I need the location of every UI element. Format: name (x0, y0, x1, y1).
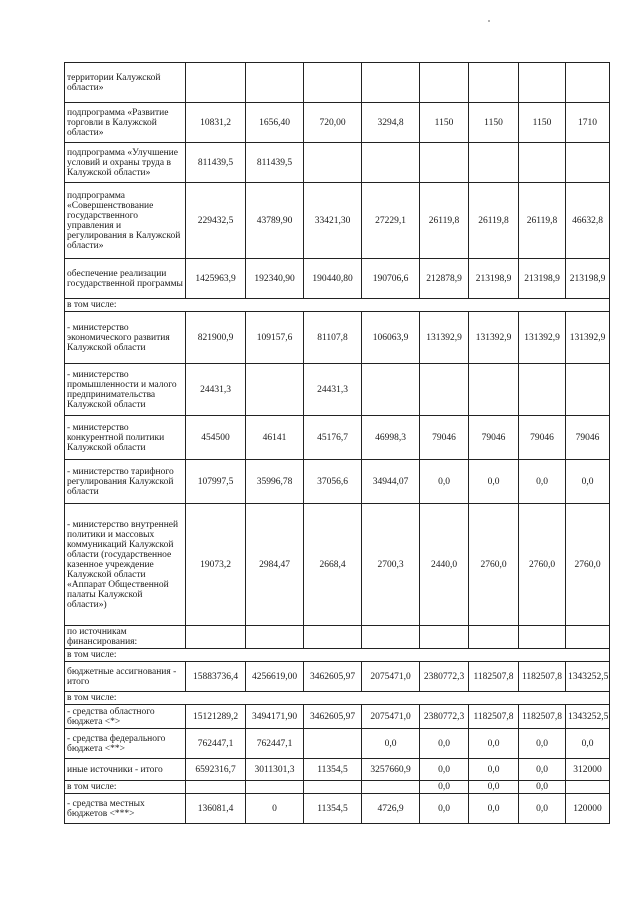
table-cell: 3462605,97 (304, 662, 362, 692)
table-cell (304, 626, 362, 649)
table-cell (469, 143, 519, 183)
table-cell: 821900,9 (186, 312, 246, 364)
table-cell: 0,0 (420, 794, 469, 824)
table-cell: 4726,9 (362, 794, 420, 824)
table-cell: 0,0 (362, 729, 420, 759)
table-cell: 1656,40 (246, 103, 304, 143)
table-cell (304, 63, 362, 103)
table-cell: 0,0 (519, 729, 566, 759)
row-label: в том числе: (65, 649, 610, 662)
table-cell: 107997,5 (186, 460, 246, 504)
row-label: иные источники - итого (65, 759, 186, 781)
table-cell: 3494171,90 (246, 705, 304, 729)
table-cell (469, 63, 519, 103)
table-cell: 79046 (566, 416, 610, 460)
table-row (65, 299, 610, 312)
table-cell: 6592316,7 (186, 759, 246, 781)
table-cell (519, 626, 566, 649)
table-cell: 131392,9 (420, 312, 469, 364)
table-row (65, 705, 610, 729)
table-cell: 0,0 (566, 729, 610, 759)
row-label: в том числе: (65, 299, 610, 312)
table-row (65, 504, 610, 626)
row-label: - министерство экономического развития Калужской области (65, 312, 186, 364)
table-cell: 0,0 (566, 460, 610, 504)
table-cell (186, 626, 246, 649)
row-label: в том числе: (65, 781, 186, 794)
table-row (65, 312, 610, 364)
table-cell: 0,0 (469, 794, 519, 824)
table-row (65, 460, 610, 504)
table-cell: 33421,30 (304, 183, 362, 259)
table-row (65, 692, 610, 705)
table-cell (362, 63, 420, 103)
row-label: - министерство промышленности и малого предпринимательства Калужской области (65, 364, 186, 416)
table-row (65, 416, 610, 460)
table-cell (362, 143, 420, 183)
table-cell: 1710 (566, 103, 610, 143)
table-row (65, 103, 610, 143)
table-cell: 0,0 (420, 781, 469, 794)
table-cell: 2380772,3 (420, 662, 469, 692)
table-row (65, 183, 610, 259)
row-label: - министерство тарифного регулирования Калужской области (65, 460, 186, 504)
table-row (65, 63, 610, 103)
row-label: - министерство внутренней политики и массовых коммуникаций Калужской области (государственное казенное учреждение Калужской области «Аппарат Общественной палаты Калужской области») (65, 504, 186, 626)
table-cell (246, 364, 304, 416)
row-label: подпрограмма «Совершенствование государственного управления и регулирования в Калужской области» (65, 183, 186, 259)
table-cell: 213198,9 (469, 259, 519, 299)
row-label: территории Калужской области» (65, 63, 186, 103)
row-label: - министерство конкурентной политики Калужской области (65, 416, 186, 460)
table-cell (519, 364, 566, 416)
row-label: - средства местных бюджетов <***> (65, 794, 186, 824)
table-cell: 1150 (420, 103, 469, 143)
table-cell: 2700,3 (362, 504, 420, 626)
table-cell: 79046 (420, 416, 469, 460)
table-cell: 3011301,3 (246, 759, 304, 781)
table-cell (246, 63, 304, 103)
table-cell: 0,0 (519, 460, 566, 504)
table-cell: 45176,7 (304, 416, 362, 460)
table-cell: 0,0 (519, 781, 566, 794)
table-cell: 213198,9 (566, 259, 610, 299)
table-cell: 109157,6 (246, 312, 304, 364)
table-cell (566, 626, 610, 649)
table-cell: 10831,2 (186, 103, 246, 143)
table-cell: 2380772,3 (420, 705, 469, 729)
row-label: бюджетные ассигнования - итого (65, 662, 186, 692)
table-cell: 190706,6 (362, 259, 420, 299)
table-row (65, 259, 610, 299)
table-cell (420, 626, 469, 649)
table-cell: 131392,9 (469, 312, 519, 364)
table-cell (304, 781, 362, 794)
table-cell (566, 143, 610, 183)
table-cell: 79046 (469, 416, 519, 460)
table-cell (362, 364, 420, 416)
table-cell: 2075471,0 (362, 662, 420, 692)
table-cell (304, 143, 362, 183)
table-cell (519, 63, 566, 103)
table-cell: 2760,0 (519, 504, 566, 626)
budget-table (64, 62, 610, 824)
table-cell: 4256619,00 (246, 662, 304, 692)
table-cell: 2668,4 (304, 504, 362, 626)
table-cell: 229432,5 (186, 183, 246, 259)
table-cell: 79046 (519, 416, 566, 460)
table-cell: 2984,47 (246, 504, 304, 626)
table-cell: 2760,0 (469, 504, 519, 626)
table-cell: 81107,8 (304, 312, 362, 364)
table-cell: 15121289,2 (186, 705, 246, 729)
table-cell: 192340,90 (246, 259, 304, 299)
table-cell: 1343252,5 (566, 662, 610, 692)
table-cell: 0,0 (420, 759, 469, 781)
table-row (65, 759, 610, 781)
row-label: в том числе: (65, 692, 610, 705)
table-cell: 11354,5 (304, 759, 362, 781)
table-cell: 43789,90 (246, 183, 304, 259)
table-cell: 1150 (519, 103, 566, 143)
table-cell (469, 364, 519, 416)
table-cell: 35996,78 (246, 460, 304, 504)
table-cell: 136081,4 (186, 794, 246, 824)
table-cell: 312000 (566, 759, 610, 781)
table-cell (186, 781, 246, 794)
table-cell: 34944,07 (362, 460, 420, 504)
table-cell: 46141 (246, 416, 304, 460)
table-row (65, 649, 610, 662)
table-cell: 762447,1 (186, 729, 246, 759)
table-cell: 0,0 (469, 729, 519, 759)
table-row (65, 781, 610, 794)
table-cell: 131392,9 (566, 312, 610, 364)
table-cell (246, 626, 304, 649)
table-cell: 46632,8 (566, 183, 610, 259)
table-cell (420, 63, 469, 103)
table-cell: 24431,3 (304, 364, 362, 416)
table-cell: 24431,3 (186, 364, 246, 416)
table-cell: 1182507,8 (519, 705, 566, 729)
table-cell (420, 364, 469, 416)
table-cell (566, 63, 610, 103)
table-cell: 190440,80 (304, 259, 362, 299)
row-label: подпрограмма «Улучшение условий и охраны труда в Калужской области» (65, 143, 186, 183)
scan-speck (488, 20, 490, 22)
table-cell: 131392,9 (519, 312, 566, 364)
table-cell: 1343252,5 (566, 705, 610, 729)
table-cell: 0,0 (469, 759, 519, 781)
table-cell: 2075471,0 (362, 705, 420, 729)
table-row (65, 364, 610, 416)
row-label: - средства областного бюджета <*> (65, 705, 186, 729)
table-cell: 15883736,4 (186, 662, 246, 692)
table-cell: 3294,8 (362, 103, 420, 143)
table-cell: 1150 (469, 103, 519, 143)
table-row (65, 662, 610, 692)
table-cell: 762447,1 (246, 729, 304, 759)
row-label: обеспечение реализации государственной программы (65, 259, 186, 299)
row-label: подпрограмма «Развитие торговли в Калужской области» (65, 103, 186, 143)
table-cell (362, 626, 420, 649)
table-cell: 1182507,8 (469, 662, 519, 692)
table-cell: 3257660,9 (362, 759, 420, 781)
table-cell (246, 781, 304, 794)
table-cell: 26119,8 (420, 183, 469, 259)
row-label: по источникам финансирования: (65, 626, 186, 649)
row-label: - средства федерального бюджета <**> (65, 729, 186, 759)
table-cell (420, 143, 469, 183)
table-cell: 0,0 (469, 781, 519, 794)
table-cell: 811439,5 (246, 143, 304, 183)
table-cell: 1182507,8 (469, 705, 519, 729)
table-cell (362, 781, 420, 794)
table-cell: 46998,3 (362, 416, 420, 460)
table-cell: 11354,5 (304, 794, 362, 824)
table-cell: 19073,2 (186, 504, 246, 626)
table-row (65, 626, 610, 649)
table-cell: 0,0 (420, 460, 469, 504)
table-cell: 27229,1 (362, 183, 420, 259)
table-cell: 26119,8 (469, 183, 519, 259)
table-cell (519, 143, 566, 183)
table-cell: 2440,0 (420, 504, 469, 626)
table-cell: 1425963,9 (186, 259, 246, 299)
table-cell: 0 (246, 794, 304, 824)
table-cell: 213198,9 (519, 259, 566, 299)
table-cell (186, 63, 246, 103)
table-cell: 0,0 (469, 460, 519, 504)
table-row (65, 794, 610, 824)
table-cell: 720,00 (304, 103, 362, 143)
table-cell: 106063,9 (362, 312, 420, 364)
table-cell: 811439,5 (186, 143, 246, 183)
table-cell: 454500 (186, 416, 246, 460)
table-cell (304, 729, 362, 759)
table-cell: 1182507,8 (519, 662, 566, 692)
table-cell: 120000 (566, 794, 610, 824)
table-cell (566, 364, 610, 416)
table-cell: 37056,6 (304, 460, 362, 504)
table-cell: 0,0 (519, 759, 566, 781)
table-cell: 3462605,97 (304, 705, 362, 729)
table-cell (469, 626, 519, 649)
table-cell: 2760,0 (566, 504, 610, 626)
table-row (65, 729, 610, 759)
table-cell (566, 781, 610, 794)
table-cell: 212878,9 (420, 259, 469, 299)
table-cell: 26119,8 (519, 183, 566, 259)
table-cell: 0,0 (519, 794, 566, 824)
table-row (65, 143, 610, 183)
table-cell: 0,0 (420, 729, 469, 759)
